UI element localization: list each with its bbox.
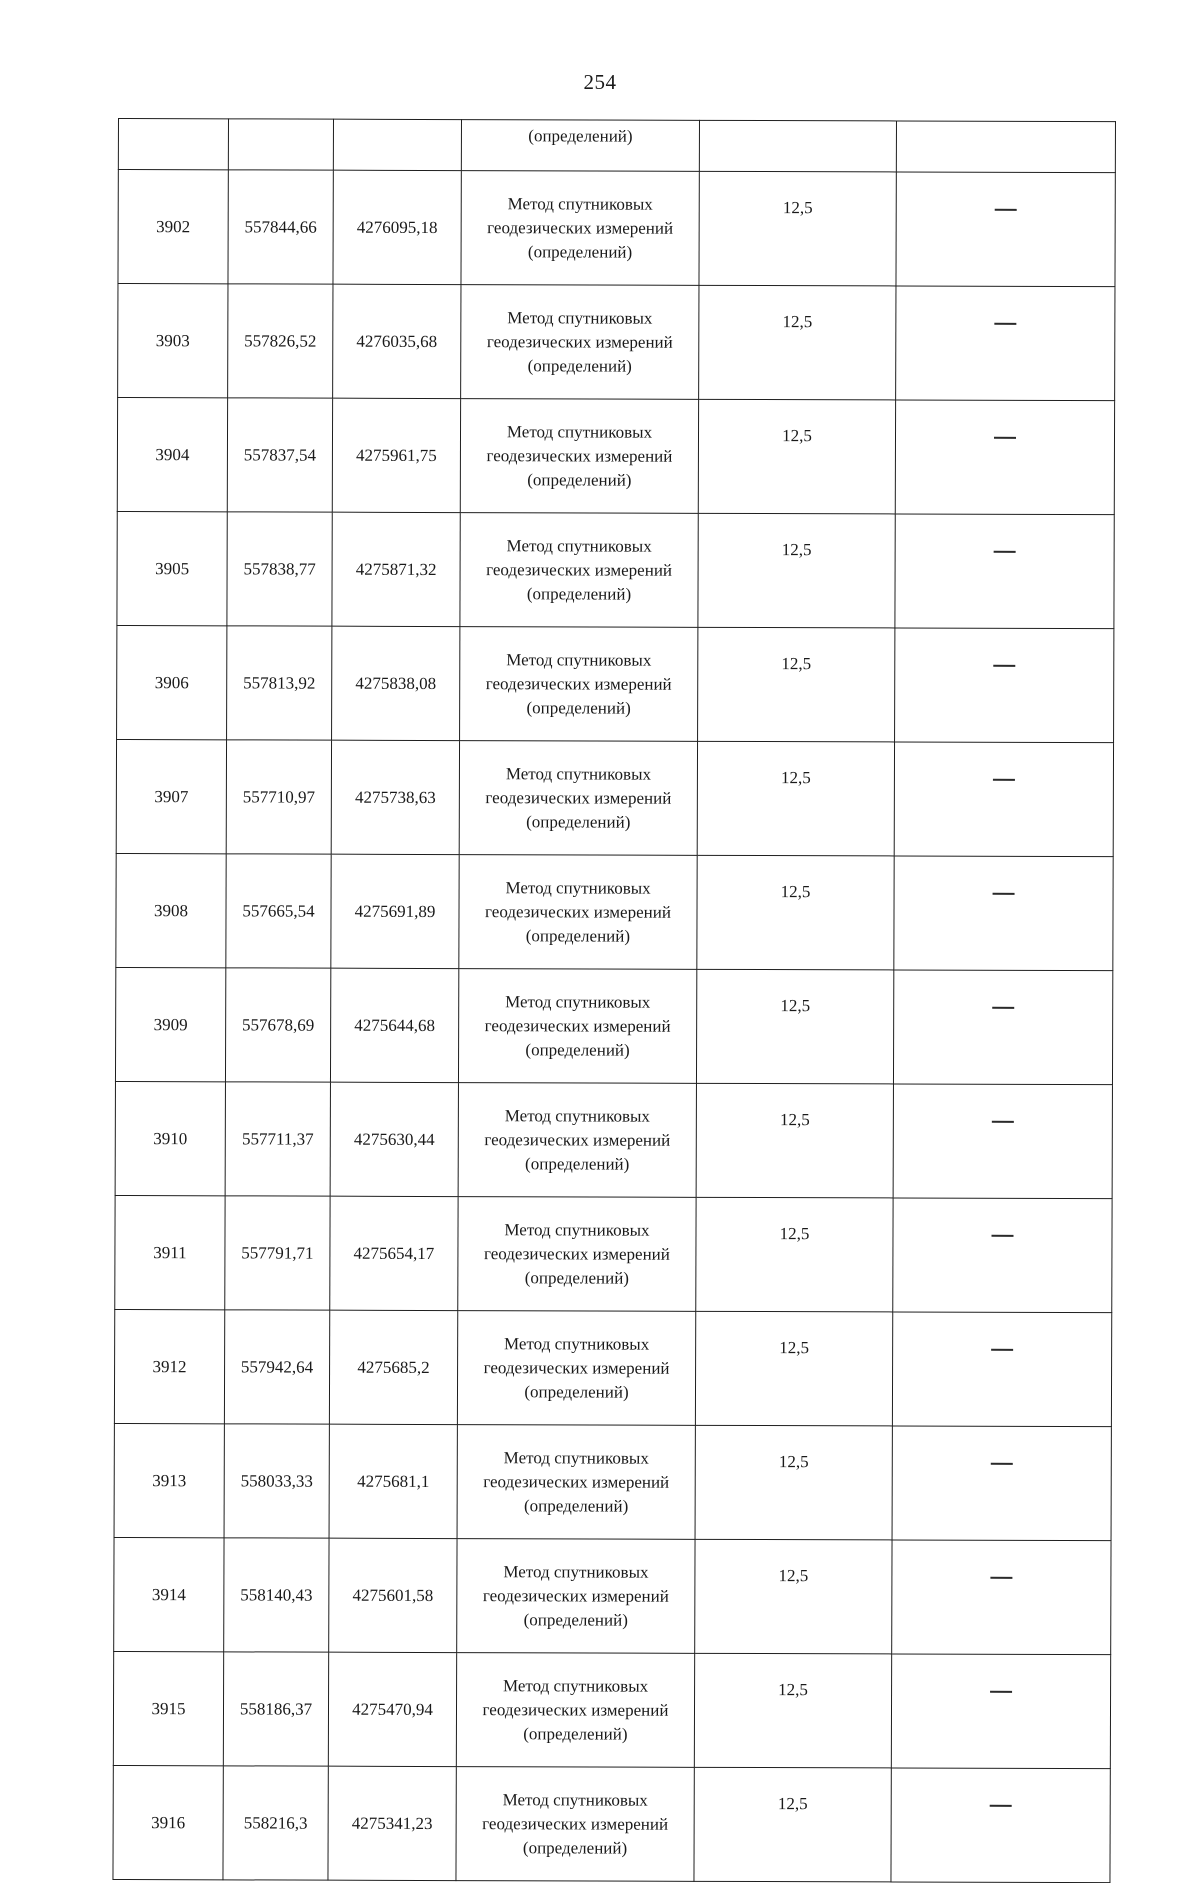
- method-line-2: геодезических измерений: [485, 901, 671, 922]
- method-cell: [460, 627, 698, 742]
- y-coordinate-cell: 4275691,89: [331, 854, 459, 968]
- precision-cell: 12,5: [699, 171, 896, 286]
- method-line-1: Метод спутниковых: [502, 1789, 648, 1810]
- method-line-1: Метод спутниковых: [503, 1561, 649, 1582]
- method-line-1: Метод спутниковых: [505, 991, 651, 1012]
- precision-cell: 12,5: [696, 1083, 893, 1198]
- method-line-2: геодезических измерений: [487, 217, 674, 238]
- method-line-2: геодезических измерений: [484, 1015, 671, 1036]
- x-coordinate-cell: 557665,54: [226, 854, 331, 968]
- method-line-3: (определений): [522, 1837, 628, 1858]
- precision-cell: 12,5: [696, 1197, 893, 1312]
- method-cell: [456, 1767, 694, 1882]
- method-line-3: (определений): [526, 697, 631, 718]
- dash-mark: [993, 779, 1015, 780]
- method-line-1: Метод спутниковых: [506, 535, 652, 556]
- point-number-cell: 3916: [113, 1765, 223, 1879]
- method-line-3: (определений): [527, 355, 632, 376]
- method-line-1: Метод спутниковых: [504, 1333, 650, 1354]
- method-line-2: геодезических измерений: [483, 1471, 670, 1492]
- dash-mark: [994, 323, 1016, 324]
- dash-mark: [990, 1577, 1012, 1578]
- method-cell: [460, 513, 698, 628]
- table-cell: [118, 119, 228, 170]
- precision-cell: 12,5: [698, 627, 895, 742]
- precision-cell: 12,5: [694, 1767, 891, 1882]
- method-line-2: геодезических измерений: [486, 445, 673, 466]
- method-line-2: геодезических измерений: [482, 1585, 669, 1606]
- table-cell: [896, 121, 1115, 173]
- y-coordinate-cell: 4275738,63: [331, 740, 459, 854]
- method-cell: [461, 285, 699, 400]
- coordinates-table: [112, 118, 1116, 1883]
- table-cell: [228, 119, 333, 170]
- method-line-1: Метод спутниковых: [506, 421, 653, 442]
- method-line-1: Метод спутниковых: [507, 307, 653, 328]
- point-number-cell: 3903: [118, 284, 228, 398]
- method-cell: [457, 1425, 695, 1540]
- dash-mark: [991, 1463, 1013, 1464]
- method-line-1: Метод спутниковых: [505, 877, 651, 898]
- table-row: [117, 398, 1114, 515]
- method-line-3: (определений): [523, 1495, 629, 1516]
- method-line-1: Метод спутниковых: [502, 1675, 649, 1696]
- dash-mark: [993, 893, 1015, 894]
- method-cell: [457, 1539, 695, 1654]
- table-row: [114, 1537, 1111, 1654]
- note-cell: [891, 1768, 1110, 1883]
- point-number-cell: 3902: [118, 170, 228, 284]
- note-cell: [892, 1426, 1111, 1541]
- x-coordinate-cell: 557844,66: [228, 170, 333, 284]
- point-number-cell: 3909: [115, 967, 225, 1081]
- x-coordinate-cell: 557678,69: [225, 968, 330, 1082]
- dash-mark: [990, 1805, 1012, 1806]
- precision-cell: 12,5: [694, 1653, 891, 1768]
- x-coordinate-cell: 557826,52: [228, 284, 333, 398]
- method-line-2: геодезических измерений: [482, 1813, 669, 1834]
- method-line-2: геодезических измерений: [484, 1129, 671, 1150]
- y-coordinate-cell: 4275654,17: [330, 1196, 458, 1310]
- x-coordinate-cell: 557838,77: [227, 512, 332, 626]
- method-line-3: (определений): [525, 1153, 630, 1174]
- point-number-cell: 3906: [117, 625, 227, 739]
- table-row: [115, 1195, 1112, 1312]
- method-line-3: (определений): [525, 1039, 630, 1060]
- y-coordinate-cell: 4275630,44: [330, 1082, 458, 1196]
- x-coordinate-cell: 558033,33: [224, 1424, 329, 1538]
- y-coordinate-cell: 4275341,23: [328, 1766, 456, 1880]
- precision-cell: 12,5: [698, 399, 895, 514]
- continuation-row: [118, 119, 1115, 173]
- method-line-2: геодезических измерений: [483, 1357, 670, 1378]
- method-line-3: (определений): [526, 811, 631, 832]
- table-row: [117, 511, 1114, 628]
- method-cell: (определений): [461, 120, 699, 172]
- x-coordinate-cell: 558186,37: [223, 1652, 328, 1766]
- x-coordinate-cell: 557813,92: [227, 626, 332, 740]
- table-row: [116, 739, 1113, 856]
- note-cell: [893, 1198, 1112, 1313]
- method-line-1: Метод спутниковых: [504, 1105, 650, 1126]
- table-row: [114, 1309, 1111, 1426]
- method-cell: [459, 741, 697, 856]
- x-coordinate-cell: 557791,71: [225, 1196, 330, 1310]
- dash-mark: [990, 1691, 1012, 1692]
- method-line-2: геодезических измерений: [483, 1243, 670, 1264]
- note-cell: [891, 1654, 1110, 1769]
- method-cell: [457, 1311, 695, 1426]
- x-coordinate-cell: 557942,64: [224, 1310, 329, 1424]
- table-cell: [333, 119, 461, 170]
- point-number-cell: 3912: [114, 1309, 224, 1423]
- point-number-cell: 3904: [117, 398, 227, 512]
- point-number-cell: 3907: [116, 739, 226, 853]
- precision-cell: 12,5: [698, 513, 895, 628]
- y-coordinate-cell: 4275961,75: [332, 398, 460, 512]
- dash-mark: [994, 437, 1016, 438]
- point-number-cell: 3911: [115, 1195, 225, 1309]
- method-line-3: (определений): [524, 1381, 629, 1402]
- y-coordinate-cell: 4275644,68: [330, 968, 458, 1082]
- dash-mark: [992, 1007, 1014, 1008]
- note-cell: [895, 400, 1114, 515]
- point-number-cell: 3914: [114, 1537, 224, 1651]
- note-cell: [896, 172, 1115, 287]
- x-coordinate-cell: 558216,3: [223, 1766, 328, 1880]
- page-number: 254: [583, 70, 617, 94]
- precision-cell: 12,5: [695, 1425, 892, 1540]
- y-coordinate-cell: 4275681,1: [329, 1424, 457, 1538]
- note-cell: [894, 742, 1113, 857]
- method-cell: [459, 855, 697, 970]
- table-row: [113, 1651, 1110, 1768]
- point-number-cell: 3908: [116, 853, 226, 967]
- note-cell: [892, 1312, 1111, 1427]
- method-line-2: геодезических измерений: [482, 1699, 669, 1720]
- method-cell: [461, 171, 699, 286]
- precision-cell: 12,5: [695, 1539, 892, 1654]
- point-number-cell: 3905: [117, 511, 227, 625]
- x-coordinate-cell: 557711,37: [225, 1082, 330, 1196]
- y-coordinate-cell: 4275871,32: [332, 512, 460, 626]
- table-row: [116, 853, 1113, 970]
- table-row: [118, 284, 1115, 401]
- method-line-3: (определений): [527, 241, 633, 262]
- x-coordinate-cell: 558140,43: [224, 1538, 329, 1652]
- method-line-1: Метод спутниковых: [504, 1219, 650, 1240]
- x-coordinate-cell: 557710,97: [226, 740, 331, 854]
- dash-mark: [994, 551, 1016, 552]
- dash-mark: [992, 1121, 1014, 1122]
- method-line-2: геодезических измерений: [485, 787, 672, 808]
- document-sheet: [112, 118, 1115, 1883]
- method-line-2: геодезических измерений: [485, 673, 672, 694]
- point-number-cell: 3915: [113, 1651, 223, 1765]
- dash-mark: [991, 1349, 1013, 1350]
- method-cell: [460, 399, 698, 514]
- table-row: [117, 625, 1114, 742]
- method-line-2: геодезических измерений: [486, 331, 673, 352]
- table-row: [114, 1423, 1111, 1540]
- dash-mark: [993, 665, 1015, 666]
- method-line-1: Метод спутниковых: [506, 649, 652, 670]
- method-line-3: (определений): [523, 1609, 628, 1630]
- table-row: [115, 1081, 1112, 1198]
- y-coordinate-cell: 4276095,18: [333, 170, 461, 284]
- table-row: [115, 967, 1112, 1084]
- note-cell: [893, 1084, 1112, 1199]
- method-cell: [458, 1083, 696, 1198]
- method-line-3: (определений): [523, 1723, 628, 1744]
- table-cell: [699, 120, 896, 172]
- dash-mark: [991, 1235, 1013, 1236]
- method-cell: [456, 1653, 694, 1768]
- method-line-3: (определений): [524, 1267, 630, 1288]
- note-cell: [895, 514, 1114, 629]
- precision-cell: 12,5: [696, 969, 893, 1084]
- table-row: [113, 1765, 1110, 1882]
- y-coordinate-cell: 4275470,94: [328, 1652, 456, 1766]
- y-coordinate-cell: 4275838,08: [332, 626, 460, 740]
- point-number-cell: 3910: [115, 1081, 225, 1195]
- method-line-3: (определений): [527, 469, 632, 490]
- method-line-3: (определений): [525, 925, 631, 946]
- note-cell: [895, 628, 1114, 743]
- y-coordinate-cell: 4275601,58: [329, 1538, 457, 1652]
- note-cell: [893, 970, 1112, 1085]
- y-coordinate-cell: 4276035,68: [333, 284, 461, 398]
- point-number-cell: 3913: [114, 1423, 224, 1537]
- method-line-3: (определений): [526, 583, 632, 604]
- method-line-1: Метод спутниковых: [505, 763, 652, 784]
- precision-cell: 12,5: [699, 285, 896, 400]
- precision-cell: 12,5: [697, 741, 894, 856]
- note-cell: [894, 856, 1113, 971]
- method-line-1: Метод спутниковых: [503, 1447, 649, 1468]
- precision-cell: 12,5: [695, 1311, 892, 1426]
- note-cell: [896, 286, 1115, 401]
- table-row: [118, 170, 1115, 287]
- x-coordinate-cell: 557837,54: [227, 398, 332, 512]
- note-cell: [892, 1540, 1111, 1655]
- method-cell: [458, 969, 696, 1084]
- dash-mark: [995, 209, 1017, 210]
- table-body: [113, 119, 1116, 1883]
- method-cell: [458, 1197, 696, 1312]
- precision-cell: 12,5: [697, 855, 894, 970]
- method-line-2: геодезических измерений: [486, 559, 673, 580]
- method-line-1: Метод спутниковых: [507, 193, 653, 214]
- y-coordinate-cell: 4275685,2: [329, 1310, 457, 1424]
